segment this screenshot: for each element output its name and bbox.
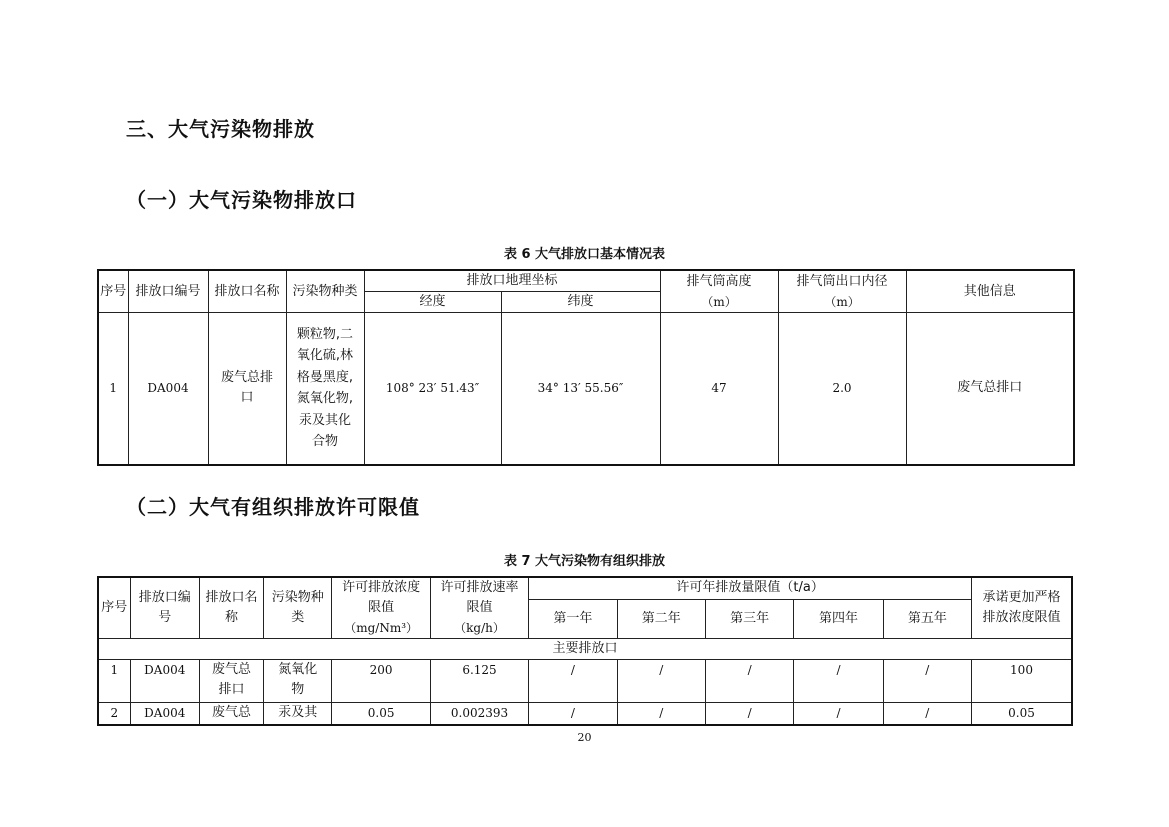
header-geo: 排放口地理坐标: [364, 270, 660, 292]
header-lat: 纬度: [501, 292, 660, 313]
header-conc-limit: [332, 577, 430, 639]
cell-pollutant: 汞及其: [264, 703, 332, 725]
rate-limit-label: 许可排放速率限值: [440, 580, 519, 615]
cell-stack-height: 47: [660, 313, 778, 465]
cell-outlet-name: 废气总排口: [208, 313, 286, 465]
stack-height-label: 排气筒高度: [686, 273, 752, 289]
rate-limit-unit: （kg/h）: [454, 621, 505, 635]
cell-conc: 200: [332, 660, 430, 703]
cell-year1: /: [529, 703, 617, 725]
cell-pollutant: 氮氧化物: [264, 660, 332, 703]
cell-outlet-code: DA004: [130, 703, 199, 725]
header-seq: 序号: [98, 577, 130, 639]
cell-other: 废气总排口: [906, 313, 1074, 465]
header-lon: 经度: [364, 292, 501, 313]
cell-stack-diameter: 2.0: [778, 313, 906, 465]
header-stack-height: [660, 270, 778, 313]
header-outlet-name: 排放口名称: [208, 270, 286, 313]
cell-year5: /: [883, 703, 971, 725]
page-number: 20: [577, 731, 592, 744]
header-seq: 序号: [98, 270, 128, 313]
section-title: 三、大气污染物排放: [126, 117, 315, 141]
header-year3: 第三年: [705, 599, 793, 638]
header-year5: 第五年: [883, 599, 971, 638]
cell-year3: /: [705, 703, 793, 725]
header-outlet-code: 排放口编号: [130, 577, 199, 639]
header-stack-diameter: [778, 270, 906, 313]
cell-lat: 34° 13′ 55.56″: [501, 313, 660, 465]
header-annual: 许可年排放量限值（t/a）: [529, 577, 972, 599]
subsection-title-limits: （二）大气有组织排放许可限值: [126, 495, 420, 519]
header-year4: 第四年: [794, 599, 883, 638]
header-other: 其他信息: [906, 270, 1074, 313]
stack-diameter-unit: （m）: [824, 294, 860, 309]
cell-year4: /: [794, 660, 883, 703]
cell-outlet-name: 废气总排口: [199, 660, 263, 703]
cell-committed: 0.05: [972, 703, 1072, 725]
table7-caption: 表 7 大气污染物有组织排放: [503, 554, 666, 569]
header-outlet-code: 排放口编号: [128, 270, 208, 313]
cell-conc: 0.05: [332, 703, 430, 725]
cell-seq: 1: [98, 313, 128, 465]
table-row: [98, 703, 1072, 725]
header-year2: 第二年: [617, 599, 705, 638]
cell-pollutant: 颗粒物,二氧化硫,林格曼黑度,氮氧化物,汞及其化合物: [286, 313, 364, 465]
conc-limit-label: 许可排放浓度限值: [342, 580, 421, 615]
table6: [97, 269, 1075, 466]
table-row: [98, 660, 1072, 703]
subsection-title-outlets: （一）大气污染物排放口: [126, 188, 357, 212]
cell-year3: /: [705, 660, 793, 703]
cell-outlet-code: DA004: [128, 313, 208, 465]
cell-seq: 1: [98, 660, 130, 703]
stack-height-unit: （m）: [701, 294, 737, 309]
conc-limit-unit: （mg/Nm³）: [344, 621, 419, 635]
header-year1: 第一年: [529, 599, 617, 638]
table7: [97, 576, 1073, 726]
cell-committed: 100: [972, 660, 1072, 703]
group-label: 主要排放口: [98, 639, 1072, 660]
cell-outlet-name: 废气总: [199, 703, 263, 725]
table-row: [98, 313, 1074, 465]
cell-rate: 6.125: [430, 660, 528, 703]
cell-outlet-code: DA004: [130, 660, 199, 703]
cell-year2: /: [617, 703, 705, 725]
cell-year2: /: [617, 660, 705, 703]
header-committed: 承诺更加严格排放浓度限值: [972, 577, 1072, 639]
cell-year5: /: [883, 660, 971, 703]
header-outlet-name: 排放口名称: [199, 577, 263, 639]
cell-seq: 2: [98, 703, 130, 725]
header-pollutant: 污染物种类: [286, 270, 364, 313]
header-rate-limit: [430, 577, 528, 639]
cell-year1: /: [529, 660, 617, 703]
header-pollutant: 污染物种类: [264, 577, 332, 639]
cell-rate: 0.002393: [430, 703, 528, 725]
table6-caption: 表 6 大气排放口基本情况表: [503, 247, 666, 262]
stack-diameter-label: 排气筒出口内径: [796, 273, 888, 289]
cell-lon: 108° 23′ 51.43″: [364, 313, 501, 465]
cell-year4: /: [794, 703, 883, 725]
